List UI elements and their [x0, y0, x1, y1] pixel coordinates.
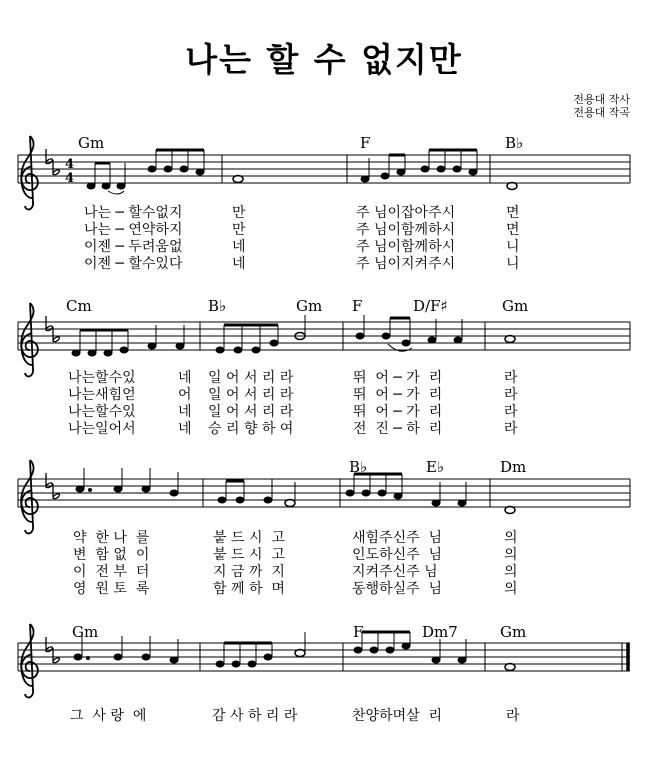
- staff-system-2: [18, 303, 630, 376]
- chord-symbol: Gm: [72, 623, 99, 641]
- lyric-line: 동행하실주 님: [352, 581, 443, 597]
- chord-symbol: D/F♯: [413, 297, 448, 315]
- flat-sign: [46, 316, 52, 331]
- treble-clef: [21, 460, 38, 533]
- lyric-line: 네: [178, 421, 192, 437]
- chord-symbol: F: [360, 134, 371, 152]
- lyric-line: 함 께 하 며: [213, 581, 285, 597]
- lyric-line: 라: [504, 404, 518, 420]
- chord-symbol: Gm: [500, 623, 527, 641]
- lyric-line: 니: [506, 239, 520, 255]
- lyric-line: 만: [232, 205, 246, 221]
- treble-clef: [21, 303, 38, 376]
- flat-sign: [46, 473, 52, 488]
- lyric-line: 만: [232, 222, 246, 238]
- lyric-line: 의: [504, 547, 518, 563]
- lyric-line: 주 님이잡아주시: [356, 205, 456, 221]
- lyric-line: 인도하신주 님: [352, 547, 443, 563]
- lyric-line: 어: [178, 387, 192, 403]
- lyric-line: 이 전 부 터: [73, 564, 150, 580]
- lyric-line: 찬양하며살 리: [352, 708, 443, 724]
- lyric-line: 주 님이함께하시: [356, 222, 456, 238]
- lyric-line: 네: [178, 370, 192, 386]
- lyric-line: 라: [504, 387, 518, 403]
- lyric-line: 이젠 ─ 두려움없: [84, 239, 183, 255]
- lyric-line: 뛰 어 ─ 가 리: [353, 370, 443, 386]
- song-title: 나는 할 수 없지만: [185, 40, 463, 79]
- chord-symbol: E♭: [426, 458, 445, 476]
- lyric-line: 뛰 어 ─ 가 리: [353, 387, 443, 403]
- chord-symbol: Gm: [296, 297, 323, 315]
- chord-symbol: Gm: [502, 297, 529, 315]
- lyric-line: 붙 드 시 고: [213, 530, 285, 546]
- composer-credit: 전용대 작곡: [573, 106, 630, 119]
- lyric-line: 면: [506, 205, 520, 221]
- lyric-line: 일 어 서 리 라: [208, 370, 294, 386]
- lyric-line: 전 진 ─ 하 리: [353, 421, 443, 437]
- lyric-line: 라: [506, 708, 520, 724]
- lyric-line: 뛰 어 ─ 가 리: [353, 404, 443, 420]
- staff-system-3: [18, 460, 630, 533]
- lyric-line: 네: [178, 404, 192, 420]
- lyric-line: 라: [504, 421, 518, 437]
- lyric-line: 영 원 토 록: [73, 581, 150, 597]
- time-signature-top: 4: [65, 157, 75, 172]
- lyric-line: 의: [504, 581, 518, 597]
- lyric-line: 일 어 서 리 라: [208, 404, 294, 420]
- lyric-line: 주 님이함께하시: [356, 239, 456, 255]
- chord-symbol: B♭: [349, 458, 368, 476]
- chord-symbol: Cm: [66, 297, 92, 315]
- lyric-line: 지켜주신주 님: [352, 564, 438, 580]
- lyric-line: 그 사 랑 에: [70, 708, 147, 724]
- chord-symbol: B♭: [208, 297, 227, 315]
- lyric-line: 네: [232, 256, 246, 272]
- lyric-line: 나는새힘얻: [68, 387, 136, 403]
- lyric-line: 의: [504, 530, 518, 546]
- chord-symbol: B♭: [505, 134, 524, 152]
- lyric-line: 약 한 나 를: [73, 530, 150, 546]
- lyricist-credit: 전용대 작사: [573, 93, 630, 106]
- lyric-line: 라: [504, 370, 518, 386]
- treble-clef: [21, 136, 38, 209]
- time-signature-bottom: 4: [65, 171, 75, 186]
- lyric-line: 승 리 향 하 여: [208, 421, 294, 437]
- lyric-line: 나는 ─ 연약하지: [84, 222, 183, 238]
- lyric-line: 의: [504, 564, 518, 580]
- lyric-line: 지 금 까 지: [213, 564, 285, 580]
- lyric-line: 감 사 하 리 라: [212, 708, 298, 724]
- lyric-line: 나는할수있: [68, 404, 136, 420]
- lyric-line: 새힘주신주 님: [352, 530, 443, 546]
- lyric-line: 면: [506, 222, 520, 238]
- lyric-line: 이젠 ─ 할수있다: [84, 256, 183, 272]
- chord-symbol: Dm7: [422, 623, 458, 641]
- flat-sign: [46, 149, 52, 164]
- lyric-line: 변 함 없 이: [73, 547, 150, 563]
- chord-symbol: Dm: [500, 458, 527, 476]
- lyric-line: 니: [506, 256, 520, 272]
- lyric-line: 붙 드 시 고: [213, 547, 285, 563]
- chord-symbol: Gm: [78, 134, 105, 152]
- chord-symbol: F: [352, 297, 363, 315]
- lyric-line: 네: [232, 239, 246, 255]
- staff-system-1: [18, 136, 630, 209]
- lyric-line: 나는 ─ 할수없지: [84, 205, 183, 221]
- treble-clef: [21, 624, 38, 697]
- lyric-line: 나는일어서: [68, 421, 136, 437]
- lyric-line: 일 어 서 리 라: [208, 387, 294, 403]
- lyric-line: 주 님이지켜주시: [356, 256, 456, 272]
- chord-symbol: F: [353, 623, 364, 641]
- lyric-line: 나는할수있: [68, 370, 136, 386]
- flat-sign: [46, 637, 52, 652]
- staff-system-4: [18, 624, 630, 697]
